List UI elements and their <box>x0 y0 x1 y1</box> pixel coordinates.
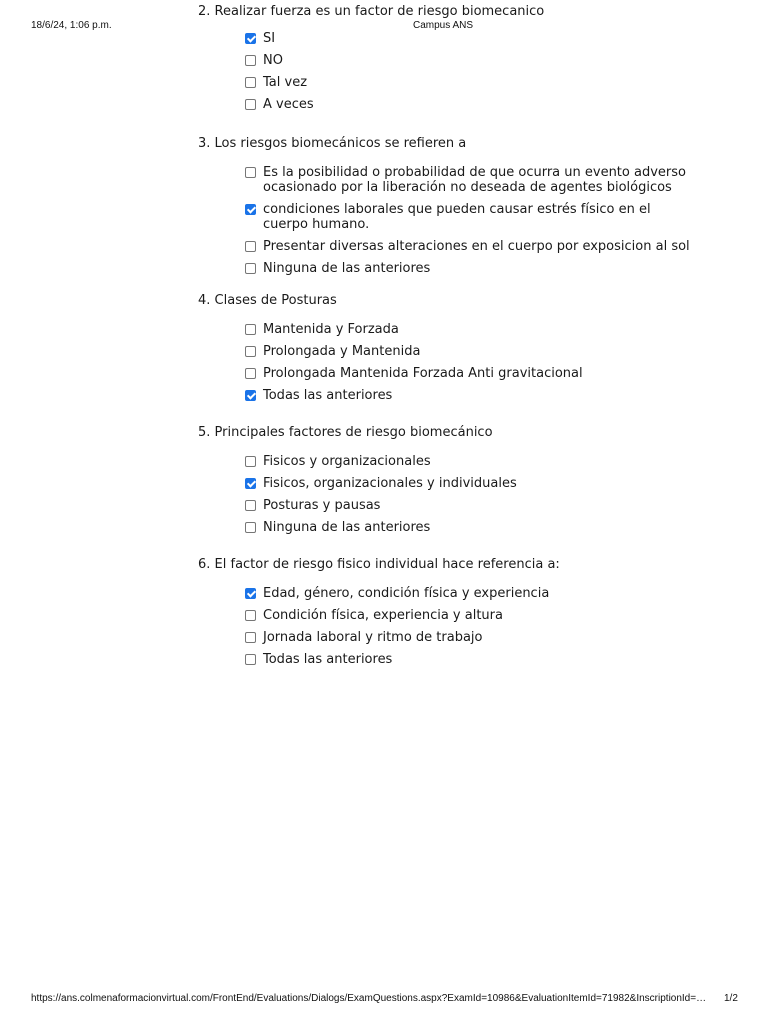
option-list <box>245 165 738 276</box>
question-title: 2. Realizar fuerza es un factor de riesgo biomecanico <box>198 4 545 19</box>
option-label: Fisicos y organizacionales <box>263 454 431 469</box>
question-title: 5. Principales factores de riesgo biomecánico <box>198 425 493 440</box>
option-label: condiciones laborales que pueden causar estrés físico en el cuerpo humano. <box>263 202 651 232</box>
checkbox[interactable] <box>245 588 256 599</box>
option-posturas-pausas[interactable] <box>245 498 738 513</box>
option-label: Tal vez <box>263 75 308 90</box>
option-label: Ninguna de las anteriores <box>263 261 431 276</box>
option-label: Todas las anteriores <box>263 652 393 667</box>
question-title: 6. El factor de riesgo fisico individual hace referencia a: <box>198 557 560 572</box>
option-label: Prolongada Mantenida Forzada Anti gravitacional <box>263 366 583 381</box>
option-list <box>245 322 738 403</box>
option-label: SI <box>263 31 276 46</box>
option-list <box>245 454 738 535</box>
checkbox[interactable] <box>245 390 256 401</box>
checkbox[interactable] <box>245 632 256 643</box>
option-label: Todas las anteriores <box>263 388 393 403</box>
option-prolongada-anti-gravitacional[interactable] <box>245 366 738 381</box>
option-prolongada-mantenida[interactable] <box>245 344 738 359</box>
checkbox[interactable] <box>245 522 256 533</box>
option-tal-vez[interactable] <box>245 75 738 90</box>
option-label: Edad, género, condición física y experiencia <box>263 586 550 601</box>
option-label: Prolongada y Mantenida <box>263 344 421 359</box>
checkbox[interactable] <box>245 610 256 621</box>
option-label: Jornada laboral y ritmo de trabajo <box>263 630 483 645</box>
question-6 <box>198 556 738 674</box>
option-todas[interactable] <box>245 652 738 667</box>
checkbox[interactable] <box>245 55 256 66</box>
option-label: Mantenida y Forzada <box>263 322 399 337</box>
checkbox[interactable] <box>245 33 256 44</box>
checkbox[interactable] <box>245 324 256 335</box>
question-4 <box>198 292 738 410</box>
option-list <box>245 586 738 667</box>
option-label: Fisicos, organizacionales y individuales <box>263 476 517 491</box>
checkbox[interactable] <box>245 167 256 178</box>
question-5 <box>198 424 738 542</box>
option-label: Es la posibilidad o probabilidad de que ocurra un evento adverso ocasionado por la liberación no deseada de agentes biológicos <box>263 165 686 195</box>
checkbox[interactable] <box>245 204 256 215</box>
option-ninguna[interactable] <box>245 520 738 535</box>
option-label: A veces <box>263 97 314 112</box>
checkbox[interactable] <box>245 654 256 665</box>
option-no[interactable] <box>245 53 738 68</box>
option-alteraciones-sol[interactable] <box>245 239 738 254</box>
checkbox[interactable] <box>245 346 256 357</box>
option-si[interactable] <box>245 31 738 46</box>
question-2 <box>198 3 738 119</box>
print-header-datetime: 18/6/24, 1:06 p.m. <box>31 20 112 31</box>
option-fisicos-organizacionales-individuales[interactable] <box>245 476 738 491</box>
option-label: Condición física, experiencia y altura <box>263 608 503 623</box>
option-edad-genero[interactable] <box>245 586 738 601</box>
option-ninguna[interactable] <box>245 261 738 276</box>
option-fisicos-organizacionales[interactable] <box>245 454 738 469</box>
checkbox[interactable] <box>245 500 256 511</box>
question-title: 4. Clases de Posturas <box>198 293 337 308</box>
question-title: 3. Los riesgos biomecánicos se refieren a <box>198 136 467 151</box>
option-posibilidad[interactable] <box>245 165 738 195</box>
option-todas[interactable] <box>245 388 738 403</box>
checkbox[interactable] <box>245 478 256 489</box>
print-footer-url: https://ans.colmenaformacionvirtual.com/FrontEnd/Evaluations/Dialogs/ExamQuestions.aspx?ExamId=10986&EvaluationItemId=71982&InscriptionId=… <box>31 993 707 1004</box>
checkbox[interactable] <box>245 456 256 467</box>
option-label: Ninguna de las anteriores <box>263 520 431 535</box>
option-label: NO <box>263 53 283 68</box>
option-label: Presentar diversas alteraciones en el cuerpo por exposicion al sol <box>263 239 690 254</box>
option-list <box>245 31 738 112</box>
checkbox[interactable] <box>245 99 256 110</box>
option-label: Posturas y pausas <box>263 498 381 513</box>
checkbox[interactable] <box>245 241 256 252</box>
option-condiciones-laborales[interactable] <box>245 202 738 232</box>
checkbox[interactable] <box>245 263 256 274</box>
print-footer-page-number: 1/2 <box>724 993 738 1004</box>
option-a-veces[interactable] <box>245 97 738 112</box>
print-header-site-title: Campus ANS <box>412 20 474 31</box>
option-jornada-laboral[interactable] <box>245 630 738 645</box>
question-3 <box>198 135 738 283</box>
option-condicion-fisica-altura[interactable] <box>245 608 738 623</box>
checkbox[interactable] <box>245 77 256 88</box>
checkbox[interactable] <box>245 368 256 379</box>
option-mantenida-forzada[interactable] <box>245 322 738 337</box>
